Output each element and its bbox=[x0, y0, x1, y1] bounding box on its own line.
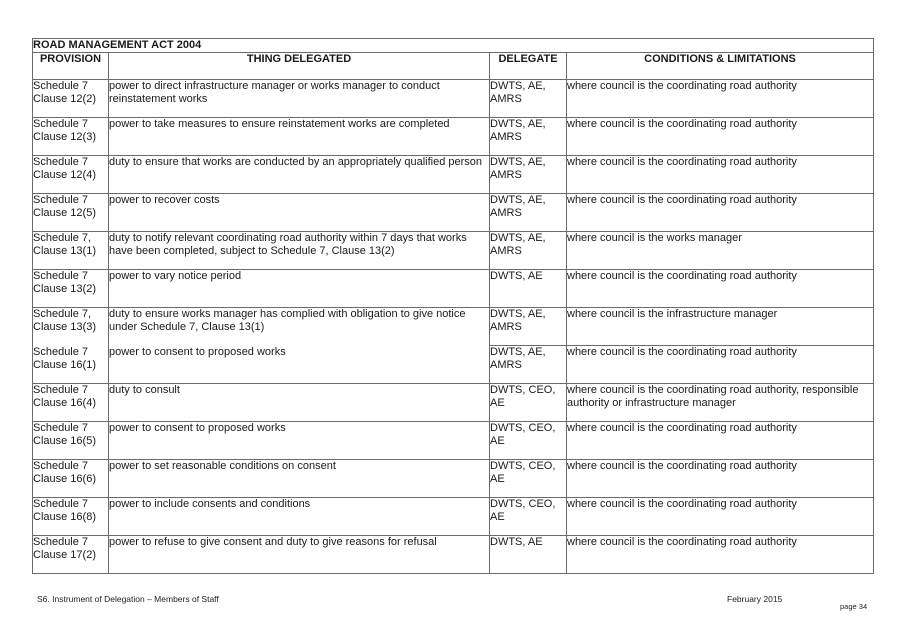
provision-schedule: Schedule 7 bbox=[33, 536, 89, 548]
provision-cell bbox=[33, 346, 109, 384]
table-row bbox=[33, 308, 874, 346]
provision-clause: Clause 12(2) bbox=[33, 93, 96, 105]
thing-delegated-cell: duty to notify relevant coordinating road authority within 7 days that works have been completed, subject to Schedule 7, Clause 13(2) bbox=[109, 232, 490, 270]
provision-schedule: Schedule 7 bbox=[33, 460, 89, 472]
provision-schedule: Schedule 7 bbox=[33, 80, 89, 92]
provision-cell bbox=[33, 80, 109, 118]
provision-schedule: Schedule 7 bbox=[33, 194, 89, 206]
thing-delegated-cell: duty to ensure works manager has complied with obligation to give notice under Schedule 7, Clause 13(1) bbox=[109, 308, 490, 346]
provision-cell bbox=[33, 422, 109, 460]
delegate-cell: DWTS, CEO, AE bbox=[490, 460, 567, 498]
table-row bbox=[33, 498, 874, 536]
provision-clause: Clause 13(2) bbox=[33, 283, 96, 295]
provision-cell bbox=[33, 498, 109, 536]
provision-schedule: Schedule 7 bbox=[33, 118, 89, 130]
table-title-row bbox=[33, 39, 874, 53]
table-row bbox=[33, 118, 874, 156]
delegate-cell: DWTS, AE, AMRS bbox=[490, 194, 567, 232]
provision-cell bbox=[33, 156, 109, 194]
provision-cell bbox=[33, 118, 109, 156]
conditions-cell: where council is the coordinating road authority bbox=[567, 194, 874, 232]
table-row bbox=[33, 460, 874, 498]
provision-schedule: Schedule 7, bbox=[33, 232, 92, 244]
table-title: ROAD MANAGEMENT ACT 2004 bbox=[33, 39, 874, 53]
thing-delegated-cell: power to set reasonable conditions on consent bbox=[109, 460, 490, 498]
thing-delegated-cell: power to refuse to give consent and duty to give reasons for refusal bbox=[109, 536, 490, 574]
header-provision: PROVISION bbox=[33, 53, 109, 80]
thing-delegated-cell: duty to consult bbox=[109, 384, 490, 422]
table-row bbox=[33, 422, 874, 460]
table-row bbox=[33, 346, 874, 384]
provision-clause: Clause 12(4) bbox=[33, 169, 96, 181]
conditions-cell: where council is the coordinating road authority bbox=[567, 346, 874, 384]
provision-cell bbox=[33, 536, 109, 574]
conditions-cell: where council is the coordinating road authority bbox=[567, 422, 874, 460]
provision-clause: Clause 16(1) bbox=[33, 359, 96, 371]
provision-clause: Clause 13(3) bbox=[33, 321, 96, 333]
delegate-cell: DWTS, AE, AMRS bbox=[490, 156, 567, 194]
delegate-cell: DWTS, AE, AMRS bbox=[490, 308, 567, 346]
table-row bbox=[33, 232, 874, 270]
provision-clause: Clause 16(4) bbox=[33, 397, 96, 409]
table-row bbox=[33, 270, 874, 308]
header-conditions: CONDITIONS & LIMITATIONS bbox=[567, 53, 874, 80]
footer-date: February 2015 bbox=[727, 594, 783, 604]
delegate-cell: DWTS, AE, AMRS bbox=[490, 118, 567, 156]
provision-cell bbox=[33, 270, 109, 308]
conditions-cell: where council is the coordinating road authority bbox=[567, 80, 874, 118]
provision-clause: Clause 17(2) bbox=[33, 549, 96, 561]
thing-delegated-cell: power to direct infrastructure manager or works manager to conduct reinstatement works bbox=[109, 80, 490, 118]
table-row bbox=[33, 384, 874, 422]
thing-delegated-cell: power to consent to proposed works bbox=[109, 346, 490, 384]
delegation-table bbox=[32, 38, 874, 574]
provision-schedule: Schedule 7 bbox=[33, 346, 89, 358]
provision-clause: Clause 13(1) bbox=[33, 245, 96, 257]
table-row bbox=[33, 156, 874, 194]
conditions-cell: where council is the coordinating road authority bbox=[567, 270, 874, 308]
provision-schedule: Schedule 7 bbox=[33, 422, 89, 434]
table-row bbox=[33, 194, 874, 232]
footer-document-name: S6. Instrument of Delegation – Members of Staff bbox=[37, 594, 219, 604]
provision-cell bbox=[33, 308, 109, 346]
provision-schedule: Schedule 7 bbox=[33, 156, 89, 168]
delegate-cell: DWTS, AE, AMRS bbox=[490, 346, 567, 384]
thing-delegated-cell: duty to ensure that works are conducted by an appropriately qualified person bbox=[109, 156, 490, 194]
thing-delegated-cell: power to recover costs bbox=[109, 194, 490, 232]
provision-cell bbox=[33, 460, 109, 498]
thing-delegated-cell: power to vary notice period bbox=[109, 270, 490, 308]
table-row bbox=[33, 536, 874, 574]
conditions-cell: where council is the coordinating road authority bbox=[567, 156, 874, 194]
provision-clause: Clause 12(5) bbox=[33, 207, 96, 219]
header-thing-delegated: THING DELEGATED bbox=[109, 53, 490, 80]
conditions-cell: where council is the works manager bbox=[567, 232, 874, 270]
conditions-cell: where council is the coordinating road authority, responsible authority or infrastructure manager bbox=[567, 384, 874, 422]
provision-clause: Clause 12(3) bbox=[33, 131, 96, 143]
delegate-cell: DWTS, AE, AMRS bbox=[490, 232, 567, 270]
footer-page-number: page 34 bbox=[840, 602, 868, 611]
thing-delegated-cell: power to take measures to ensure reinstatement works are completed bbox=[109, 118, 490, 156]
provision-schedule: Schedule 7 bbox=[33, 384, 89, 396]
thing-delegated-cell: power to consent to proposed works bbox=[109, 422, 490, 460]
delegate-cell: DWTS, AE, AMRS bbox=[490, 80, 567, 118]
conditions-cell: where council is the coordinating road authority bbox=[567, 498, 874, 536]
conditions-cell: where council is the coordinating road authority bbox=[567, 536, 874, 574]
table-header-row bbox=[33, 53, 874, 80]
delegate-cell: DWTS, CEO, AE bbox=[490, 498, 567, 536]
conditions-cell: where council is the coordinating road authority bbox=[567, 118, 874, 156]
conditions-cell: where council is the coordinating road authority bbox=[567, 460, 874, 498]
provision-schedule: Schedule 7 bbox=[33, 498, 89, 510]
provision-cell bbox=[33, 232, 109, 270]
table-row bbox=[33, 80, 874, 118]
provision-cell bbox=[33, 384, 109, 422]
provision-schedule: Schedule 7, bbox=[33, 308, 92, 320]
thing-delegated-cell: power to include consents and conditions bbox=[109, 498, 490, 536]
delegate-cell: DWTS, AE bbox=[490, 536, 567, 574]
provision-clause: Clause 16(6) bbox=[33, 473, 96, 485]
provision-clause: Clause 16(8) bbox=[33, 511, 96, 523]
provision-schedule: Schedule 7 bbox=[33, 270, 89, 282]
provision-clause: Clause 16(5) bbox=[33, 435, 96, 447]
delegate-cell: DWTS, CEO, AE bbox=[490, 384, 567, 422]
conditions-cell: where council is the infrastructure manager bbox=[567, 308, 874, 346]
delegate-cell: DWTS, AE bbox=[490, 270, 567, 308]
delegate-cell: DWTS, CEO, AE bbox=[490, 422, 567, 460]
header-delegate: DELEGATE bbox=[490, 53, 567, 80]
provision-cell bbox=[33, 194, 109, 232]
